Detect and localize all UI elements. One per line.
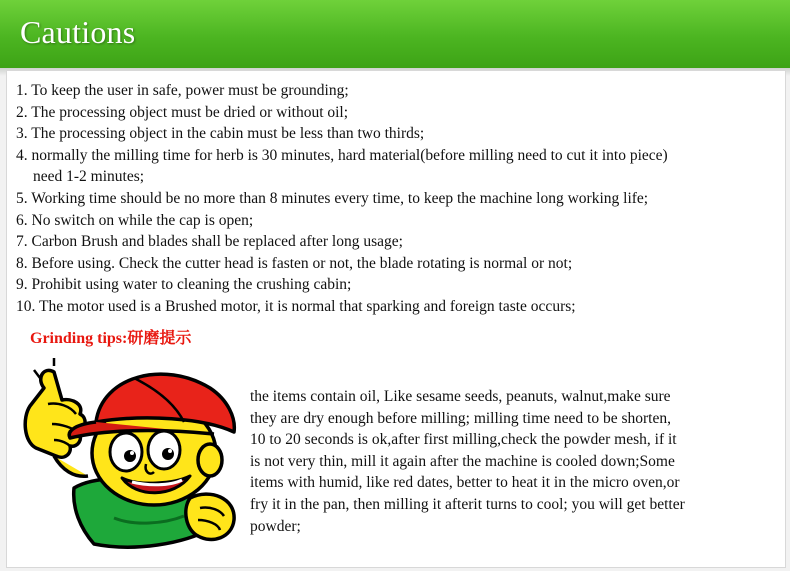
caution-item-6: 6. No switch on while the cap is open;: [16, 211, 254, 229]
caution-item-10: 10. The motor used is a Brushed motor, it is normal that sparking and foreign taste occurs;: [16, 297, 576, 315]
tips-line-1: the items contain oil, Like sesame seeds, peanuts, walnut,make sure: [250, 388, 671, 405]
tips-line-5: items with humid, like red dates, better to heat it in the micro oven,or: [250, 474, 680, 492]
grinding-tips-title-cn: 研磨提示: [127, 330, 192, 347]
grinding-tips-title: Grinding tips:: [30, 330, 128, 347]
tips-line-7: powder;: [250, 517, 301, 535]
caution-item-5: 5. Working time should be no more than 8 minutes every time, to keep the machine long working life;: [16, 189, 649, 207]
caution-item-8: 8. Before using. Check the cutter head is fasten or not, the blade rotating is normal or not;: [16, 254, 573, 272]
caution-item-3: 3. The processing object in the cabin must be less than two thirds;: [16, 125, 425, 143]
caution-item-1: 1. To keep the user in safe, power must be grounding;: [16, 82, 349, 99]
tips-line-3: 10 to 20 seconds is ok,after first milling,check the powder mesh, if it: [250, 431, 677, 449]
fist-icon: [186, 494, 234, 539]
grinding-tips-text: [250, 386, 780, 537]
grinding-tips-heading: [30, 325, 191, 348]
tips-line-6: fry it in the pan, then milling it afterit turns to cool; you will get better: [250, 495, 685, 513]
caution-item-7: 7. Carbon Brush and blades shall be replaced after long usage;: [16, 233, 403, 251]
cartoon-boy-thumbs-up-icon: [14, 348, 246, 560]
caution-item-2: 2. The processing object must be dried or without oil;: [16, 103, 349, 121]
header-bar: [0, 0, 790, 68]
cautions-list: [16, 80, 776, 318]
tips-line-4: is not very thin, mill it again after the machine is cooled down;Some: [250, 452, 675, 470]
caution-item-9: 9. Prohibit using water to cleaning the crushing cabin;: [16, 276, 352, 294]
page-title: Cautions: [20, 14, 136, 50]
thumbs-up-hand-icon: [25, 358, 85, 457]
tips-line-2: they are dry enough before milling; milling time need to be shorten,: [250, 409, 671, 427]
caution-item-4: 4. normally the milling time for herb is 30 minutes, hard material(before milling need to cut it into piece): [16, 146, 668, 164]
caution-item-4-continued: need 1-2 minutes;: [33, 168, 145, 186]
